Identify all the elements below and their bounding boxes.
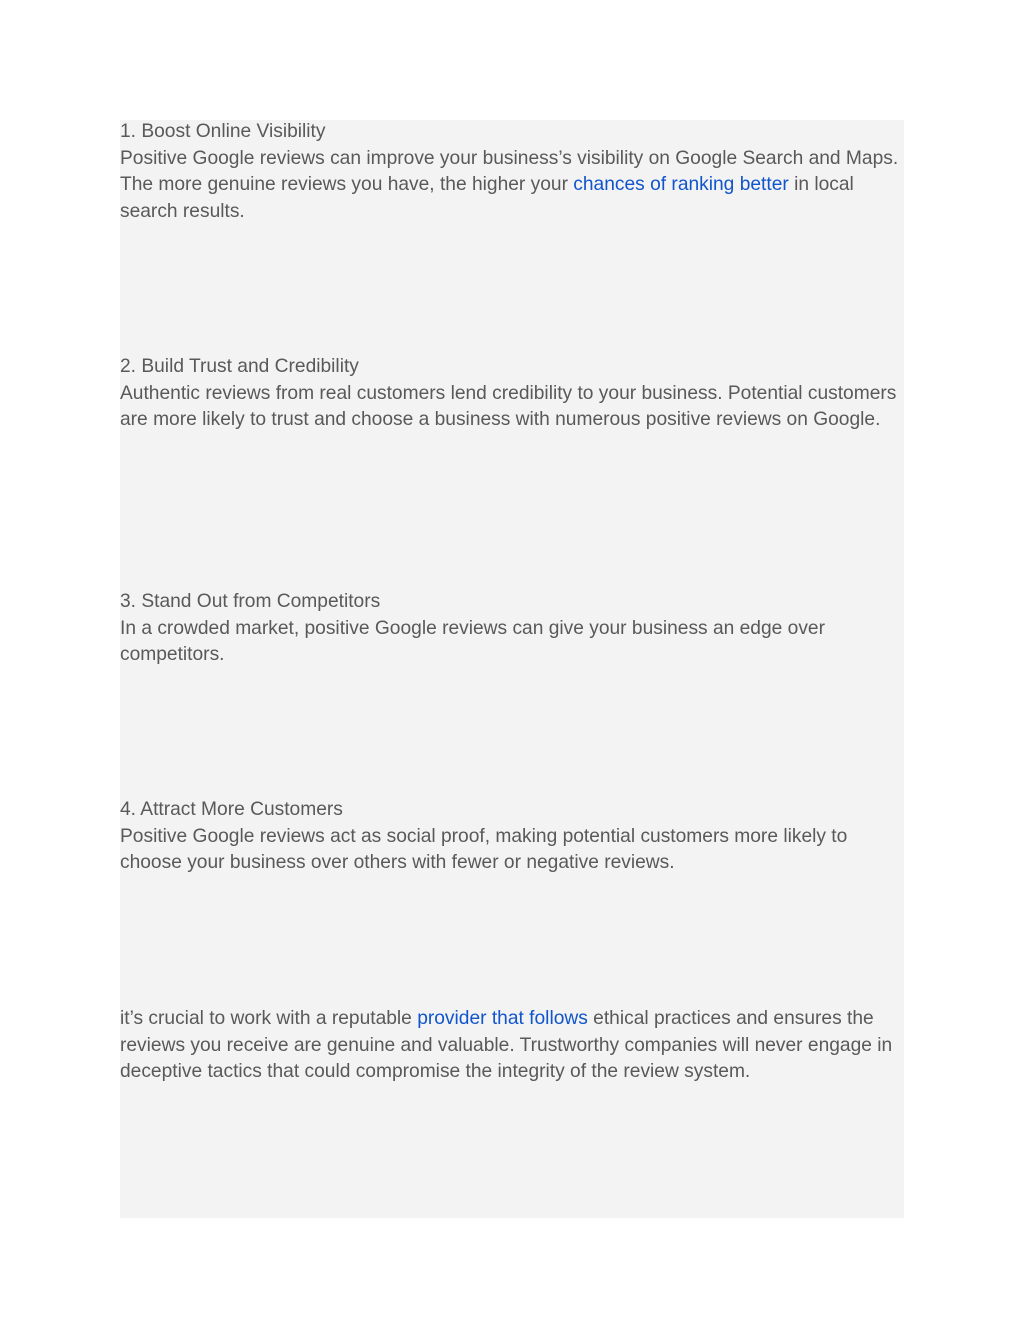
section-boost-online-visibility: [120, 119, 910, 225]
section-build-trust: [120, 354, 910, 434]
body-text: Positive Google reviews can improve your business’s visibility on Google Search and Maps. The more genuine reviews you have, the higher your: [120, 147, 899, 196]
section-body: [120, 146, 910, 226]
section-heading: 4. Attract More Customers: [120, 799, 343, 820]
section-heading: 3. Stand Out from Competitors: [120, 591, 381, 612]
ranking-link[interactable]: chances of ranking better: [573, 174, 789, 196]
section-reputable-provider: [120, 1006, 910, 1086]
section-stand-out: [120, 589, 910, 669]
section-body: [120, 1006, 910, 1086]
section-body: Positive Google reviews act as social proof, making potential customers more likely to choose your business over others with fewer or negative reviews.: [120, 825, 848, 874]
provider-link[interactable]: provider that follows: [417, 1008, 588, 1029]
body-text: it’s crucial to work with a reputable: [120, 1008, 418, 1029]
body-text: ethical practices and ensures the reviews you receive are genuine and valuable. Trustworthy companies will never engage in deceptive tactics that could compromise the integrity of the review system.: [120, 1008, 893, 1083]
section-heading: 2. Build Trust and Credibility: [120, 356, 359, 377]
section-body: In a crowded market, positive Google reviews can give your business an edge over competitors.: [120, 617, 825, 666]
body-text: in local search results.: [120, 174, 854, 222]
section-heading: 1. Boost Online Visibility: [120, 121, 326, 142]
section-attract-customers: [120, 797, 910, 877]
section-body: Authentic reviews from real customers lend credibility to your business. Potential customers are more likely to trust and choose a business with numerous positive reviews on Google.: [120, 382, 897, 431]
